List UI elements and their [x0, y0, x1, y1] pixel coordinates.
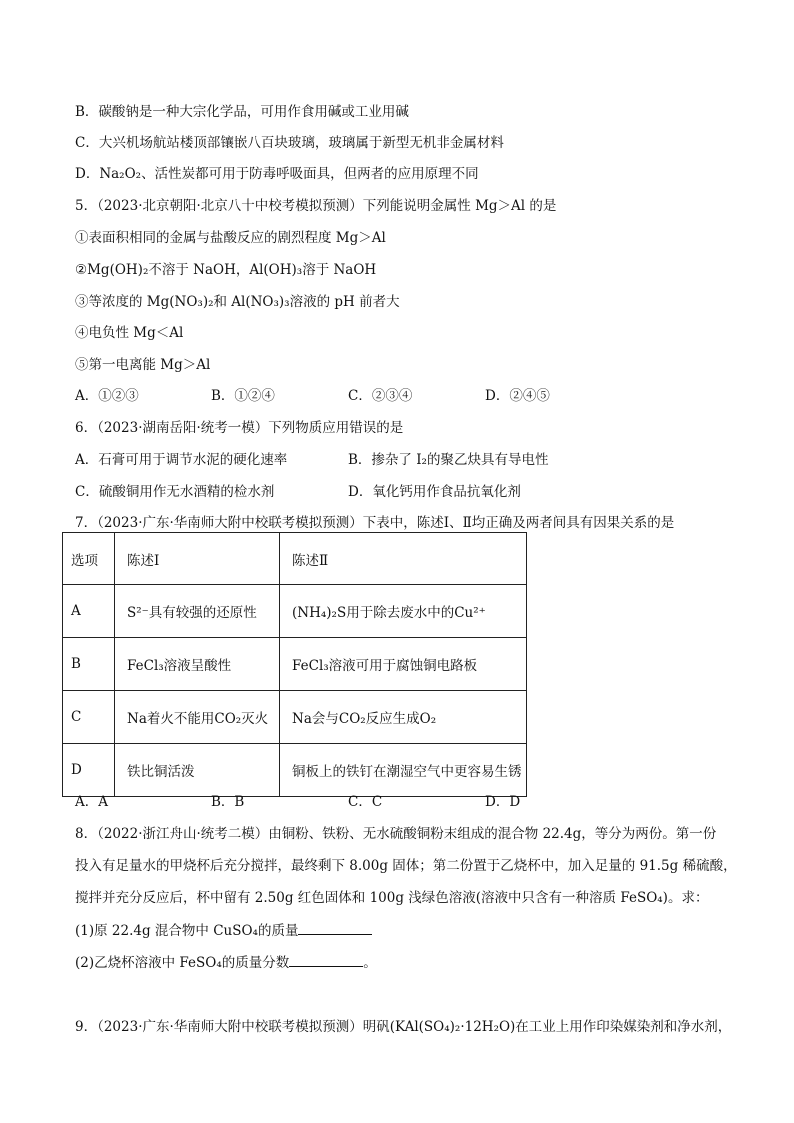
table-cell: FeCl₃溶液可用于腐蚀铜电路板: [280, 638, 527, 691]
q5-item-5: ⑤第一电离能 Mg＞Al: [75, 357, 211, 373]
q8-sub-2-end: 。: [363, 955, 377, 971]
table-row: [63, 744, 527, 797]
q9-stem: 9．（2023·广东·华南师大附中校联考模拟预测）明矾(KAl(SO₄)₂·12H₂O)在工业上用作印染媒染剂和净水剂，: [75, 1019, 732, 1035]
table-cell: Na会与CO₂反应生成O₂: [280, 691, 527, 744]
table-cell: (NH₄)₂S用于除去废水中的Cu²⁺: [280, 585, 527, 638]
q4-option-b: B．碳酸钠是一种大宗化学品，可用作食用碱或工业用碱: [75, 104, 409, 120]
table-cell: Na着火不能用CO₂灭火: [115, 691, 280, 744]
q6-option-d: D．氧化钙用作食品抗氧化剂: [348, 484, 521, 500]
q6-option-a: A．石膏可用于调节水泥的硬化速率: [75, 452, 288, 468]
q8-sub-1-text: (1)原 22.4g 混合物中 CuSO₄的质量: [75, 923, 299, 939]
table-cell: FeCl₃溶液呈酸性: [115, 638, 280, 691]
q6-stem: 6．（2023·湖南岳阳·统考一模）下列物质应用错误的是: [75, 420, 404, 436]
q4-option-c: C．大兴机场航站楼顶部镶嵌八百块玻璃，玻璃属于新型无机非金属材料: [75, 135, 504, 151]
table-header-cell: 陈述Ⅱ: [280, 533, 527, 585]
q8-line-2: 投入有足量水的甲烧杯后充分搅拌，最终剩下 8.00g 固体；第二份置于乙烧杯中，加入足量的 91.5g 稀硫酸，: [75, 858, 737, 874]
table-cell: B: [63, 638, 115, 691]
q8-sub-2: [75, 952, 377, 973]
q7-option-c: C．C: [348, 794, 383, 810]
q5-item-1: ①表面积相同的金属与盐酸反应的剧烈程度 Mg＞Al: [75, 230, 386, 246]
q7-option-b: B．B: [211, 794, 245, 810]
q8-line-1: 8．（2022·浙江舟山·统考二模）由铜粉、铁粉、无水硫酸铜粉末组成的混合物 22.4g，等分为两份。第一份: [75, 826, 717, 842]
table-header-row: [63, 533, 527, 585]
q7-table: [62, 532, 527, 797]
q5-item-4: ④电负性 Mg＜Al: [75, 325, 184, 341]
answer-blank: [289, 952, 363, 967]
q7-option-a: A．A: [75, 794, 108, 810]
table-row: [63, 638, 527, 691]
q7-option-d: D．D: [485, 794, 521, 810]
table-cell: A: [63, 585, 115, 638]
q8-line-3: 搅拌并充分反应后，杯中留有 2.50g 红色固体和 100g 浅绿色溶液(溶液中只含有一种溶质 FeSO₄)。求：: [75, 890, 709, 906]
answer-blank: [298, 920, 372, 935]
q7-stem: 7．（2023·广东·华南师大附中校联考模拟预测）下表中，陈述Ⅰ、Ⅱ均正确及两者间具有因果关系的是: [75, 515, 675, 531]
q5-option-d: D．②④⑤: [485, 388, 550, 404]
table-row: [63, 691, 527, 744]
table-cell: C: [63, 691, 115, 744]
table-header-cell: 选项: [63, 533, 115, 585]
q4-option-d: D．Na₂O₂、活性炭都可用于防毒呼吸面具，但两者的应用原理不同: [75, 166, 479, 182]
table-cell: 铜板上的铁钉在潮湿空气中更容易生锈: [280, 744, 527, 797]
table-cell: D: [63, 744, 115, 797]
table-cell: 铁比铜活泼: [115, 744, 280, 797]
q6-option-b: B．掺杂了 I₂的聚乙炔具有导电性: [348, 452, 549, 468]
q5-item-3: ③等浓度的 Mg(NO₃)₂和 Al(NO₃)₃溶液的 pH 前者大: [75, 294, 400, 310]
table-header-cell: 陈述Ⅰ: [115, 533, 280, 585]
q6-option-c: C．硫酸铜用作无水酒精的检水剂: [75, 484, 275, 500]
q5-option-a: A．①②③: [75, 388, 139, 404]
q8-sub-1: [75, 920, 372, 941]
q5-option-c: C．②③④: [348, 388, 413, 404]
q5-stem: 5．（2023·北京朝阳·北京八十中校考模拟预测）下列能说明金属性 Mg＞Al 的是: [75, 198, 557, 214]
table-cell: S²⁻具有较强的还原性: [115, 585, 280, 638]
table-row: [63, 585, 527, 638]
q5-item-2: ②Mg(OH)₂不溶于 NaOH，Al(OH)₃溶于 NaOH: [75, 262, 377, 278]
q5-option-b: B．①②④: [211, 388, 275, 404]
q8-sub-2-text: (2)乙烧杯溶液中 FeSO₄的质量分数: [75, 955, 290, 971]
